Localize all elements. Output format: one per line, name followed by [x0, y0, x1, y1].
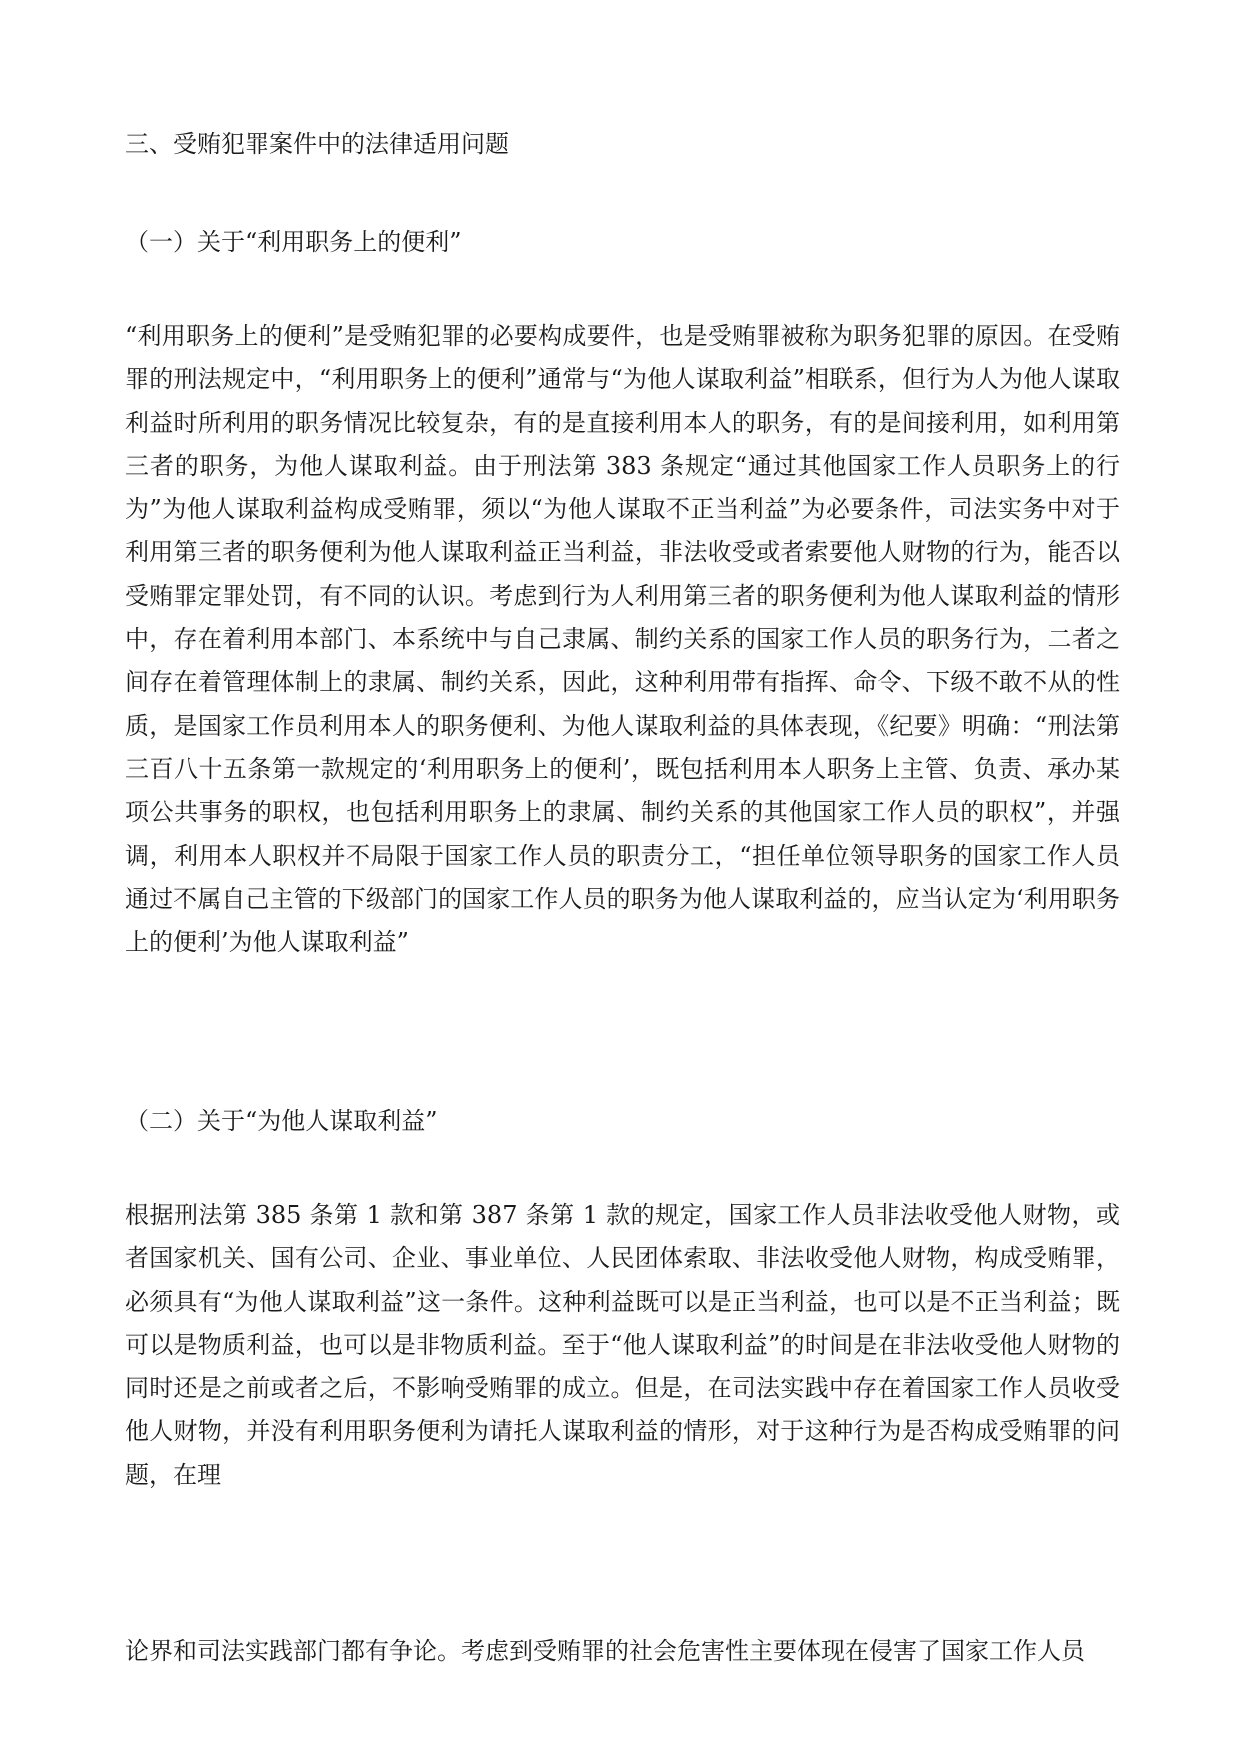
- section-heading: 三、受贿犯罪案件中的法律适用问题: [125, 130, 509, 158]
- subsection-2-paragraph: [125, 1194, 1120, 1497]
- subsection-2-heading: （二）关于“为他人谋取利益”: [125, 1107, 438, 1135]
- subsection-1-heading: （一）关于“利用职务上的便利”: [125, 228, 462, 256]
- paragraph-text: “利用职务上的便利”是受贿犯罪的必要构成要件，也是受贿罪被称为职务犯罪的原因。在受贿罪的刑法规定中，“利用职务上的便利”通常与“为他人谋取利益”相联系，但行为人为他人谋取利益时所利用的职务情况比较复杂，有的是直接利用本人的职务，有的是间接利用，如利用第三者的职务，为他人谋取利益。由于刑法第 383 条规定“通过其他国家工作人员职务上的行为”为他人谋取利益构成受贿罪，须以“为他人谋取不正当利益”为必要条件，司法实务中对于利用第三者的职务便利为他人谋取利益正当利益，非法收受或者索要他人财物的行为，能否以受贿罪定罪处罚，有不同的认识。考虑到行为人利用第三者的职务便利为他人谋取利益的情形中，存在着利用本部门、本系统中与自己隶属、制约关系的国家工作人员的职务行为，二者之间存在着管理体制上的隶属、制约关系，因此，这种利用带有指挥、命令、下级不敢不从的性质，是国家工作员利用本人的职务便利、为他人谋取利益的具体表现，《纪要》明确：“刑法第三百八十五条第一款规定的‘利用职务上的便利’，既包括利用本人职务上主管、负责、承办某项公共事务的职权，也包括利用职务上的隶属、制约关系的其他国家工作人员的职权”，并强调，利用本人职权并不局限于国家工作人员的职责分工，“担任单位领导职务的国家工作人员通过不属自己主管的下级部门的国家工作人员的职务为他人谋取利益的，应当认定为‘利用职务上的便利’为他人谋取利益”: [125, 322, 1120, 957]
- paragraph-text: 根据刑法第 385 条第 1 款和第 387 条第 1 款的规定，国家工作人员非法收受他人财物，或者国家机关、国有公司、企业、事业单位、人民团体索取、非法收受他人财物，构成受贿罪，必须具有“为他人谋取利益”这一条件。这种利益既可以是正当利益，也可以是不正当利益；既可以是物质利益，也可以是非物质利益。至于“他人谋取利益”的时间是在非法收受他人财物的同时还是之前或者之后，不影响受贿罪的成立。但是，在司法实践中存在着国家工作人员收受他人财物，并没有利用职务便利为请托人谋取利益的情形，对于这种行为是否构成受贿罪的问题，在理: [125, 1201, 1120, 1489]
- continuation-paragraph: [125, 1630, 1120, 1673]
- subsection-1-paragraph: [125, 315, 1120, 964]
- paragraph-text: 论界和司法实践部门都有争论。考虑到受贿罪的社会危害性主要体现在侵害了国家工作人员: [125, 1637, 1085, 1665]
